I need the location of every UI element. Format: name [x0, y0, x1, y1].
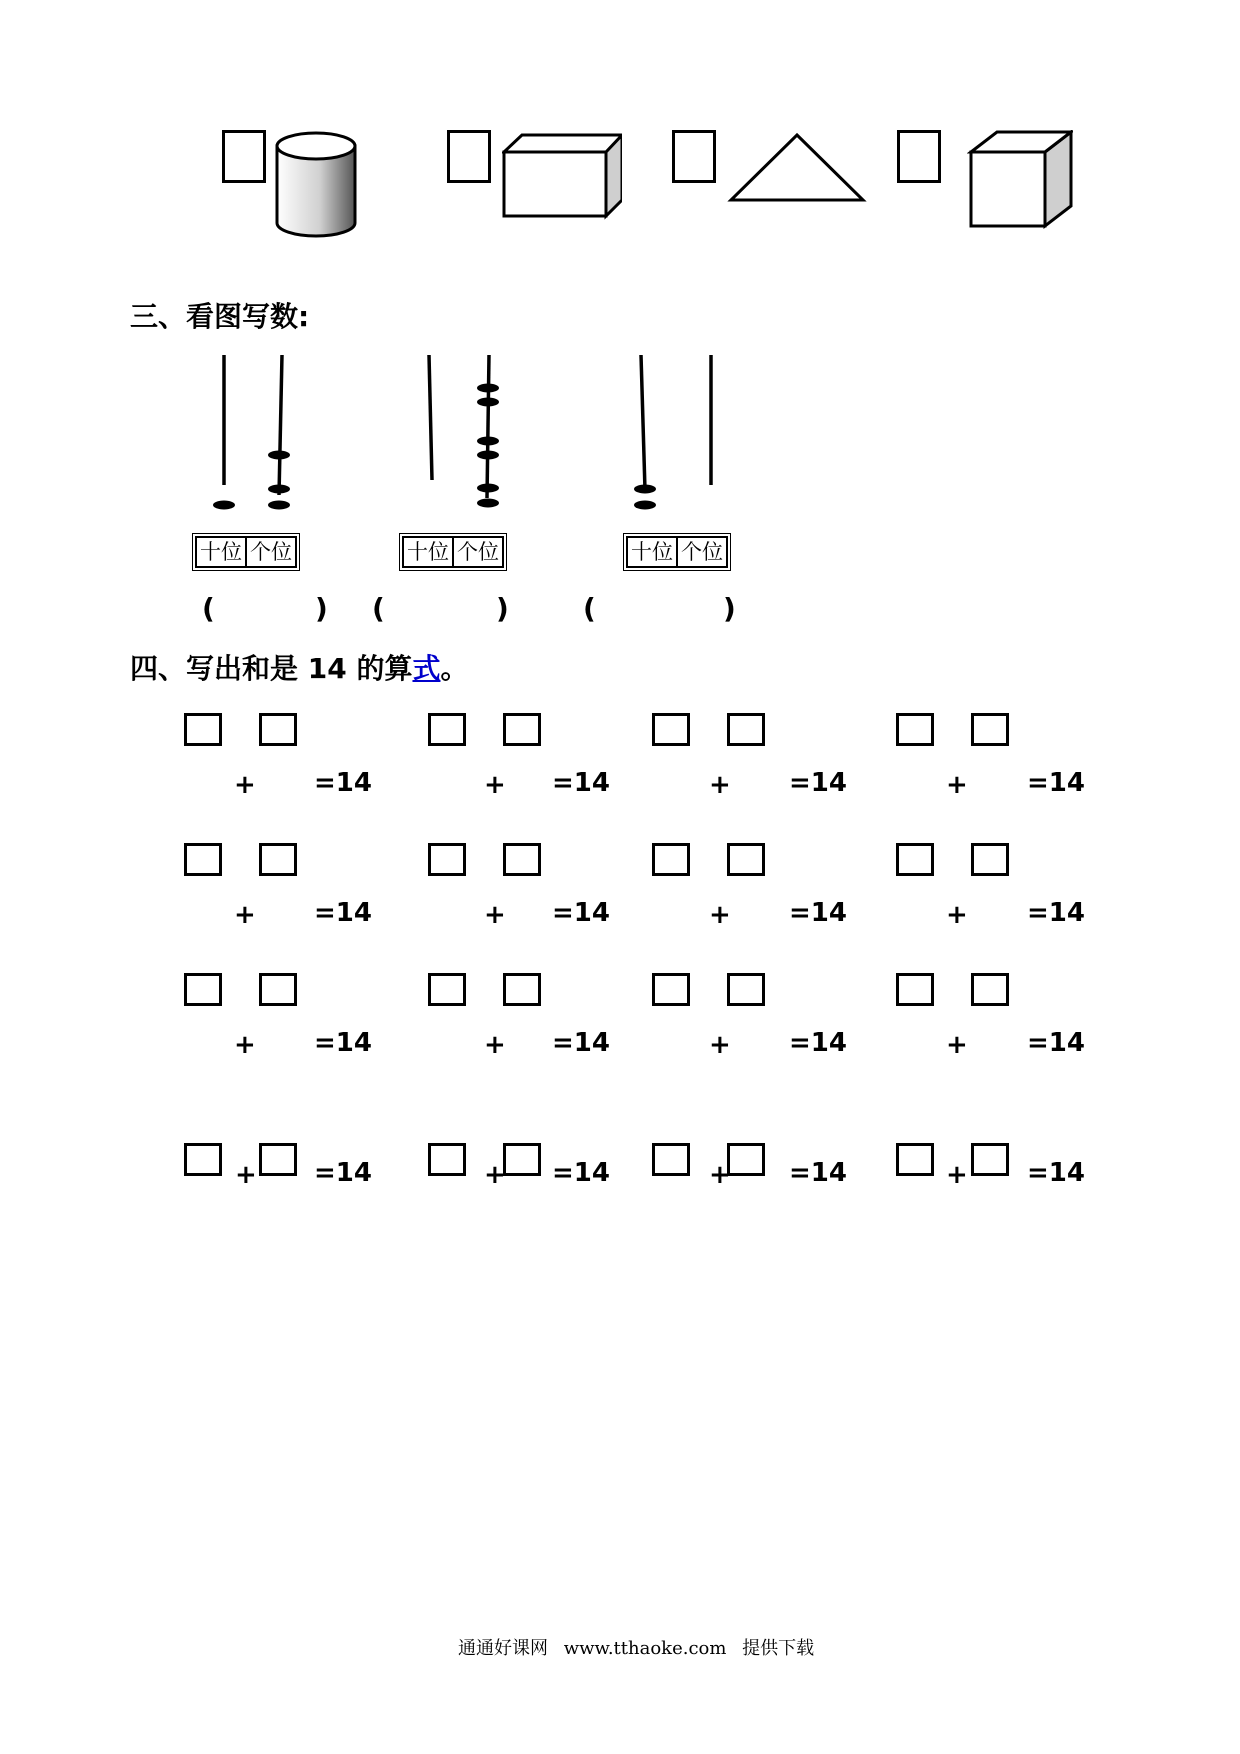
sum-label: =14	[789, 1158, 847, 1188]
answer-paren-close-2: )	[496, 592, 509, 625]
addend-box[interactable]	[259, 973, 297, 1006]
section-3-title: 三、看图写数:	[130, 300, 310, 333]
addend-box[interactable]	[428, 713, 466, 746]
answer-paren-open-2: (	[372, 592, 385, 625]
sum-label: =14	[552, 768, 610, 798]
sum-label: =14	[552, 1028, 610, 1058]
addend-box[interactable]	[503, 713, 541, 746]
addend-box[interactable]	[971, 713, 1009, 746]
plus-sign: +	[709, 770, 731, 800]
bead	[268, 451, 290, 460]
answer-paren-open-1: (	[202, 592, 215, 625]
bead	[634, 501, 656, 510]
ones-label: 个位	[246, 537, 296, 567]
sum-label: =14	[314, 768, 372, 798]
plus-sign: +	[946, 1030, 968, 1060]
sum-label: =14	[314, 1158, 372, 1188]
bead	[477, 384, 499, 393]
sum-label: =14	[1027, 1028, 1085, 1058]
answer-paren-open-3: (	[583, 592, 596, 625]
addend-box[interactable]	[652, 713, 690, 746]
sum-label: =14	[789, 898, 847, 928]
addend-box[interactable]	[896, 973, 934, 1006]
addend-box[interactable]	[503, 973, 541, 1006]
section-4-title	[130, 647, 469, 687]
tens-label: 十位	[403, 537, 453, 567]
tens-label: 十位	[627, 537, 677, 567]
sum-label: =14	[1027, 898, 1085, 928]
plus-sign: +	[484, 900, 506, 930]
page-footer	[458, 1634, 824, 1660]
answer-paren-close-1: )	[315, 592, 328, 625]
plus-sign: +	[946, 900, 968, 930]
addend-box[interactable]	[428, 843, 466, 876]
addend-box[interactable]	[896, 1143, 934, 1176]
addend-box[interactable]	[428, 973, 466, 1006]
plus-sign: +	[234, 1030, 256, 1060]
bead	[477, 499, 499, 508]
addend-box[interactable]	[184, 713, 222, 746]
addend-box[interactable]	[727, 1143, 765, 1176]
addend-box[interactable]	[971, 1143, 1009, 1176]
place-value-table-1	[192, 533, 300, 571]
sum-label: =14	[552, 1158, 610, 1188]
addend-box[interactable]	[259, 843, 297, 876]
addend-box[interactable]	[503, 843, 541, 876]
shape-answer-box-3[interactable]	[672, 130, 716, 183]
plus-sign: +	[234, 770, 256, 800]
section-4-title-end: 。	[440, 652, 469, 685]
cylinder-icon	[272, 128, 362, 243]
sum-label: =14	[1027, 1158, 1085, 1188]
bead	[477, 398, 499, 407]
sum-label: =14	[789, 1028, 847, 1058]
plus-sign: +	[484, 1030, 506, 1060]
bead	[268, 501, 290, 510]
sum-label: =14	[314, 1028, 372, 1058]
shape-answer-box-4[interactable]	[897, 130, 941, 183]
plus-sign: +	[946, 1160, 968, 1190]
ones-label: 个位	[677, 537, 727, 567]
addend-box[interactable]	[503, 1143, 541, 1176]
addend-box[interactable]	[652, 1143, 690, 1176]
sum-label: =14	[314, 898, 372, 928]
plus-sign: +	[235, 1160, 257, 1190]
plus-sign: +	[484, 770, 506, 800]
abacus-3	[625, 355, 735, 515]
sum-label: =14	[789, 768, 847, 798]
abacus-2	[405, 355, 515, 515]
plus-sign: +	[946, 770, 968, 800]
ones-label: 个位	[453, 537, 503, 567]
bead	[268, 485, 290, 494]
footer-suffix: 提供下载	[742, 1638, 815, 1659]
cube-icon	[967, 130, 1073, 232]
bead	[213, 501, 235, 510]
tens-label: 十位	[196, 537, 246, 567]
plus-sign: +	[484, 1160, 506, 1190]
addend-box[interactable]	[259, 713, 297, 746]
triangle-icon	[727, 130, 867, 205]
sum-label: =14	[552, 898, 610, 928]
plus-sign: +	[709, 900, 731, 930]
addend-box[interactable]	[259, 1143, 297, 1176]
bead	[634, 485, 656, 494]
addend-box[interactable]	[727, 843, 765, 876]
place-value-table-2	[399, 533, 507, 571]
plus-sign: +	[709, 1030, 731, 1060]
sum-label: =14	[1027, 768, 1085, 798]
answer-paren-close-3: )	[723, 592, 736, 625]
addend-box[interactable]	[896, 713, 934, 746]
place-value-table-3	[623, 533, 731, 571]
bead	[477, 437, 499, 446]
addend-box[interactable]	[184, 843, 222, 876]
addend-box[interactable]	[727, 713, 765, 746]
addend-box[interactable]	[652, 973, 690, 1006]
plus-sign: +	[709, 1160, 731, 1190]
footer-site-name: 通通好课网	[458, 1638, 548, 1659]
bead	[477, 451, 499, 460]
addend-box[interactable]	[652, 843, 690, 876]
shape-answer-box-1[interactable]	[222, 130, 266, 183]
addend-box[interactable]	[971, 843, 1009, 876]
abacus-1	[200, 355, 310, 515]
bead	[477, 484, 499, 493]
addend-box[interactable]	[184, 973, 222, 1006]
addend-box[interactable]	[184, 1143, 222, 1176]
addend-box[interactable]	[896, 843, 934, 876]
footer-url[interactable]: www.tthaoke.com	[563, 1638, 727, 1659]
section-4-title-text: 四、写出和是 14 的算	[130, 652, 413, 685]
plus-sign: +	[234, 900, 256, 930]
addend-box[interactable]	[971, 973, 1009, 1006]
addend-box[interactable]	[428, 1143, 466, 1176]
shape-answer-box-2[interactable]	[447, 130, 491, 183]
section-4-title-link[interactable]: 式	[412, 652, 441, 685]
addend-box[interactable]	[727, 973, 765, 1006]
cuboid-icon	[502, 130, 622, 222]
